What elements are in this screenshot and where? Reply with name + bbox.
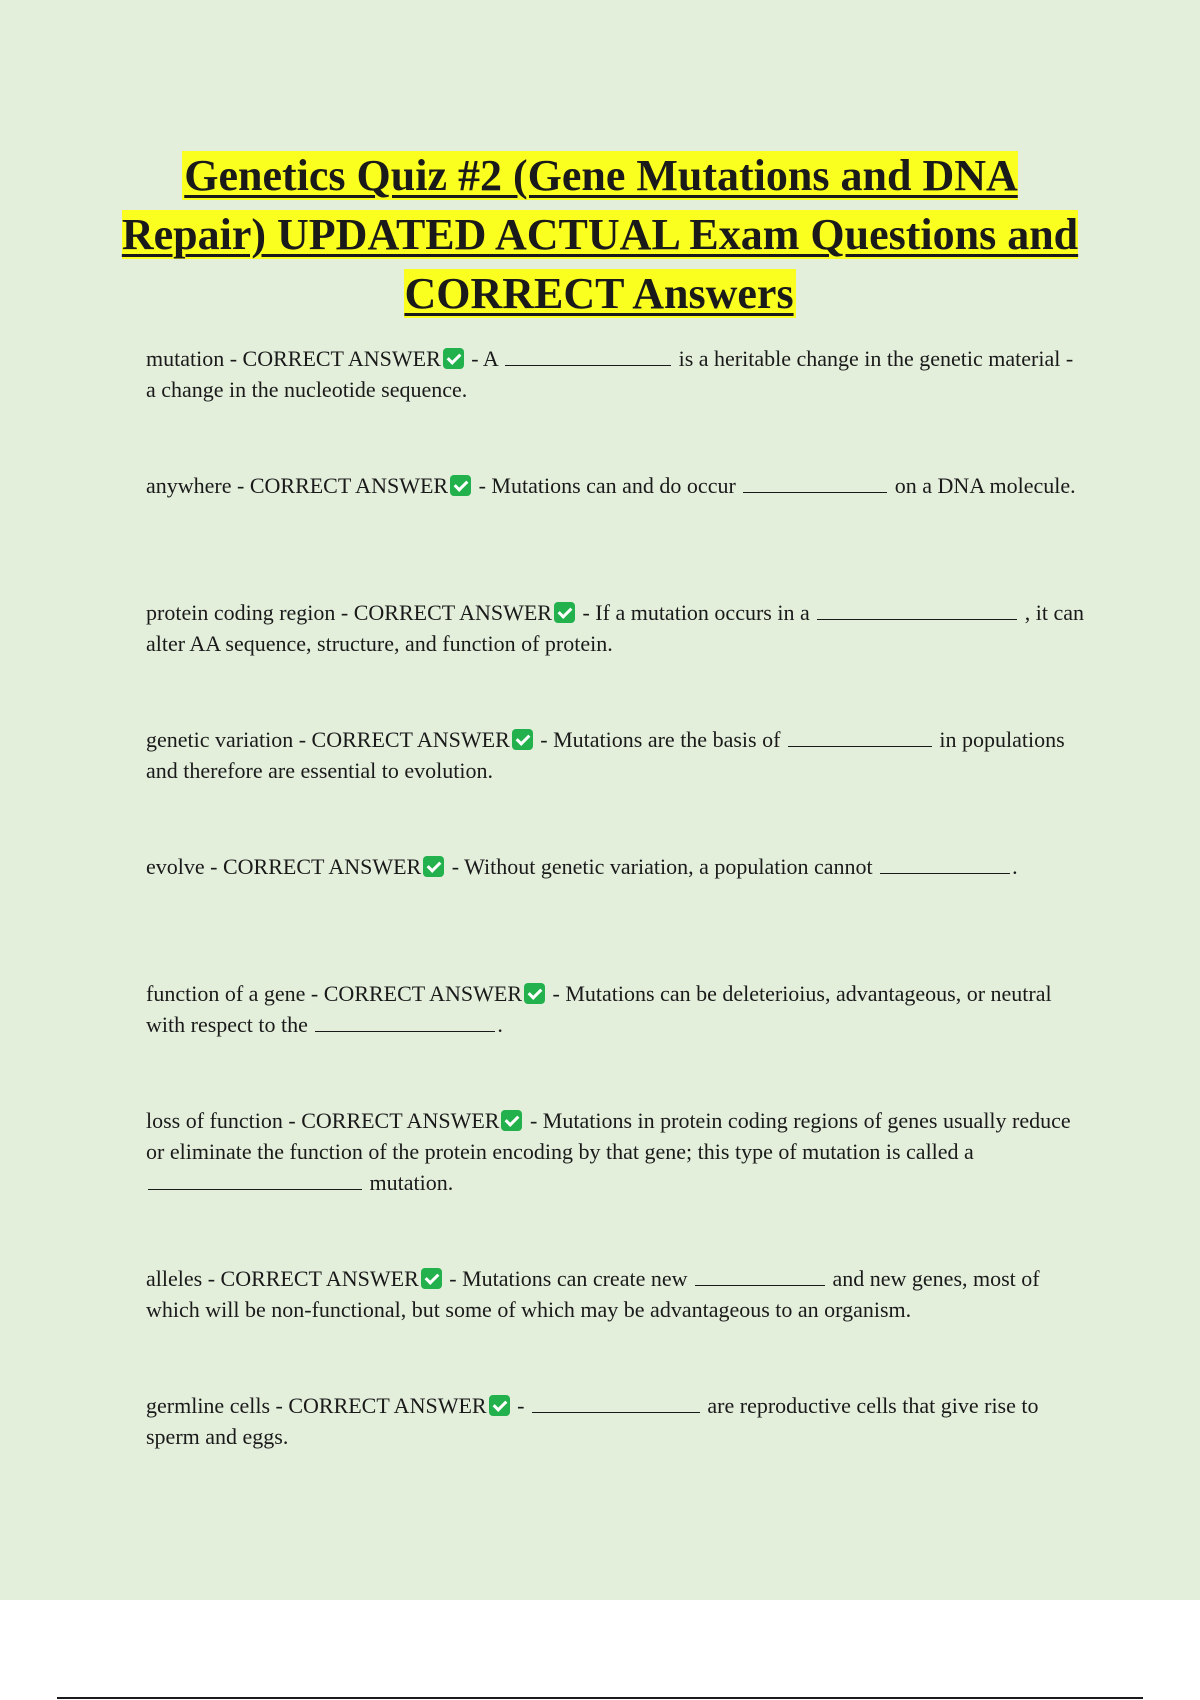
check-mark-icon xyxy=(421,1268,442,1289)
answer-term: function of a gene - CORRECT ANSWER xyxy=(146,981,522,1006)
question-text-after: , it can alter AA sequence, structure, and function of protein. xyxy=(146,600,1084,656)
check-mark-icon xyxy=(554,602,575,623)
question-text-after: mutation. xyxy=(364,1170,454,1195)
blank-line xyxy=(315,1011,495,1032)
question-text-after: and new genes, most of which will be non-functional, but some of which may be advantageous to an organism. xyxy=(146,1266,1040,1322)
qa-item-function-of-a-gene xyxy=(146,978,1086,1040)
check-mark-icon xyxy=(489,1395,510,1416)
question-text-before: - Mutations in protein coding regions of genes usually reduce or eliminate the function of the protein encoding by that gene; this type of mutation is called a xyxy=(146,1108,1071,1164)
question-text-before: - Mutations can be deleterioius, advantageous, or neutral with respect to the xyxy=(146,981,1052,1037)
check-mark-icon xyxy=(450,475,471,496)
answer-term: protein coding region - CORRECT ANSWER xyxy=(146,600,552,625)
answer-term: mutation - CORRECT ANSWER xyxy=(146,346,441,371)
blank-line xyxy=(148,1169,362,1190)
title-text: Genetics Quiz #2 (Gene Mutations and DNA Repair) UPDATED ACTUAL Exam Questions and CORRECT Answers xyxy=(121,151,1079,318)
footer-divider xyxy=(57,1697,1143,1699)
answer-term: loss of function - CORRECT ANSWER xyxy=(146,1108,500,1133)
question-text-after: . xyxy=(497,1012,503,1037)
question-text-after: on a DNA molecule. xyxy=(889,473,1076,498)
qa-item-anywhere xyxy=(146,470,1086,501)
document-title xyxy=(120,146,1080,323)
check-mark-icon xyxy=(512,729,533,750)
blank-line xyxy=(817,599,1017,620)
qa-item-germline-cells xyxy=(146,1390,1086,1452)
check-mark-icon xyxy=(501,1110,522,1131)
qa-item-loss-of-function xyxy=(146,1105,1086,1198)
qa-item-evolve xyxy=(146,851,1086,882)
blank-line xyxy=(532,1392,700,1413)
question-text-before: - Mutations can and do occur xyxy=(473,473,742,498)
question-text-after: is a heritable change in the genetic material - a change in the nucleotide sequence. xyxy=(146,346,1074,402)
question-text-after: in populations and therefore are essential to evolution. xyxy=(146,727,1065,783)
blank-line xyxy=(880,853,1010,874)
question-text-before: - Mutations can create new xyxy=(443,1266,693,1291)
answer-term: genetic variation - CORRECT ANSWER xyxy=(146,727,510,752)
blank-line xyxy=(788,726,932,747)
qa-item-alleles xyxy=(146,1263,1086,1325)
answer-term: germline cells - CORRECT ANSWER xyxy=(146,1393,487,1418)
question-text-before: - xyxy=(511,1393,530,1418)
blank-line xyxy=(695,1265,825,1286)
check-mark-icon xyxy=(443,348,464,369)
question-text-before: - A xyxy=(465,346,504,371)
question-text-before: - If a mutation occurs in a xyxy=(576,600,816,625)
qa-item-protein-coding-region xyxy=(146,597,1086,659)
question-text-before: - Without genetic variation, a population cannot xyxy=(446,854,879,879)
answer-term: alleles - CORRECT ANSWER xyxy=(146,1266,419,1291)
qa-item-mutation xyxy=(146,343,1086,405)
qa-item-genetic-variation xyxy=(146,724,1086,786)
question-text-before: - Mutations are the basis of xyxy=(534,727,786,752)
answer-term: anywhere - CORRECT ANSWER xyxy=(146,473,449,498)
check-mark-icon xyxy=(524,983,545,1004)
question-text-after: are reproductive cells that give rise to sperm and eggs. xyxy=(146,1393,1039,1449)
question-text-after: . xyxy=(1012,854,1018,879)
blank-line xyxy=(743,472,887,493)
check-mark-icon xyxy=(423,856,444,877)
answer-term: evolve - CORRECT ANSWER xyxy=(146,854,422,879)
blank-line xyxy=(505,345,671,366)
